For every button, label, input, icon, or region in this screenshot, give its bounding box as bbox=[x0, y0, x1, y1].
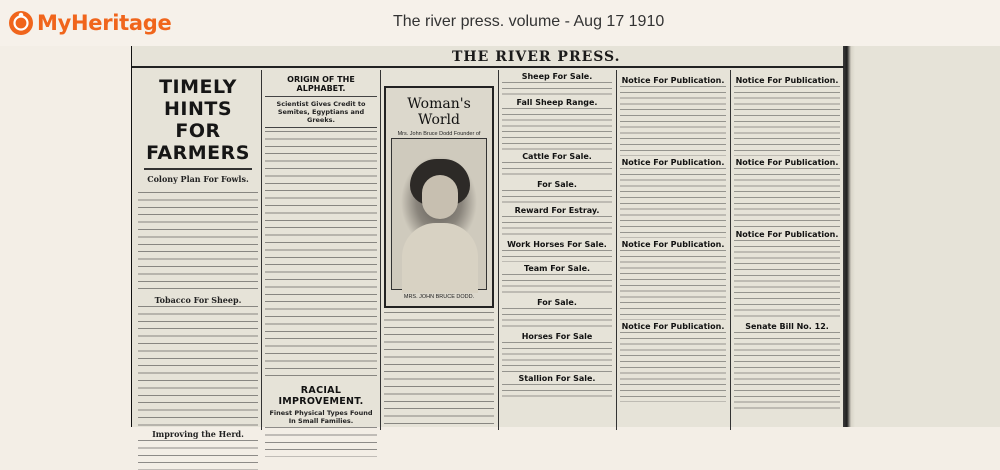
ad-stallion-for-sale: Stallion For Sale. bbox=[518, 374, 596, 383]
subhead-colony-plan: Colony Plan For Fowls. bbox=[147, 174, 249, 184]
photo-caption: MRS. JOHN BRUCE DODD. bbox=[403, 294, 475, 300]
text-lines bbox=[138, 440, 258, 470]
ad-text bbox=[502, 342, 612, 372]
womans-world-byline: Mrs. John Bruce Dodd Founder of bbox=[397, 131, 481, 137]
photo-body bbox=[402, 223, 478, 293]
column-rule bbox=[261, 70, 262, 430]
ad-for-sale-2: For Sale. bbox=[537, 298, 577, 307]
ad-text bbox=[502, 82, 612, 96]
notice-text bbox=[734, 86, 840, 156]
column-timely-hints bbox=[138, 70, 258, 440]
text-lines bbox=[265, 131, 377, 381]
ad-text bbox=[502, 384, 612, 398]
text-lines bbox=[265, 427, 377, 457]
headline-timely-hints: TIMELY HINTS bbox=[159, 76, 237, 120]
ad-fall-sheep-range: Fall Sheep Range. bbox=[516, 98, 598, 107]
notice-publication-1: Notice For Publication. bbox=[621, 76, 725, 85]
notice-publication-7: Notice For Publication. bbox=[735, 230, 839, 239]
headline-rule bbox=[144, 168, 252, 170]
photo-face bbox=[422, 175, 458, 219]
column-classifieds bbox=[502, 70, 612, 430]
ad-text bbox=[502, 190, 612, 204]
subhead-semites: Scientist Gives Credit to Semites, Egyptians and Greeks. bbox=[276, 100, 366, 124]
logo-text: MyHeritage bbox=[37, 11, 172, 35]
notice-text bbox=[734, 168, 840, 228]
top-bar bbox=[0, 0, 1000, 46]
text-lines bbox=[138, 192, 258, 292]
subhead-physical-types: Finest Physical Types Found In Small Families. bbox=[269, 409, 373, 425]
womans-world-title: Woman's World bbox=[407, 96, 471, 128]
womans-world-text bbox=[384, 312, 494, 430]
masthead-title: THE RIVER PRESS. bbox=[452, 49, 621, 65]
headline-racial-improvement: RACIAL IMPROVEMENT. bbox=[278, 385, 364, 407]
womans-world-feature bbox=[384, 86, 494, 308]
ad-horses-for-sale: Horses For Sale bbox=[521, 332, 593, 341]
subhead-improving-herd: Improving the Herd. bbox=[152, 429, 244, 440]
notice-publication-6: Notice For Publication. bbox=[735, 158, 839, 167]
document-title: The river press. volume - Aug 17 1910 bbox=[393, 13, 665, 30]
column-notices-2 bbox=[734, 70, 840, 430]
ad-for-sale: For Sale. bbox=[537, 180, 577, 189]
notice-text bbox=[620, 168, 726, 238]
column-rule bbox=[380, 70, 381, 430]
ad-text bbox=[502, 274, 612, 296]
column-notices-1 bbox=[620, 70, 726, 430]
ad-cattle-for-sale: Cattle For Sale. bbox=[522, 152, 592, 161]
headline-for-farmers: FOR FARMERS bbox=[146, 120, 250, 164]
text-lines bbox=[138, 306, 258, 426]
notice-publication-4: Notice For Publication. bbox=[621, 322, 725, 331]
ad-text bbox=[502, 162, 612, 178]
column-alphabet bbox=[265, 70, 377, 430]
ad-sheep-for-sale: Sheep For Sale. bbox=[521, 72, 593, 81]
notice-publication-5: Notice For Publication. bbox=[735, 76, 839, 85]
column-rule bbox=[616, 70, 617, 430]
ad-reward-estray: Reward For Estray. bbox=[514, 206, 600, 215]
myheritage-logo[interactable] bbox=[8, 9, 171, 37]
ad-text bbox=[502, 250, 612, 262]
portrait-photo bbox=[391, 138, 487, 290]
ad-work-horses: Work Horses For Sale. bbox=[507, 240, 607, 249]
notice-publication-2: Notice For Publication. bbox=[621, 158, 725, 167]
myheritage-logo-icon bbox=[8, 10, 34, 36]
notice-text bbox=[620, 86, 726, 156]
viewer-left-margin bbox=[0, 46, 131, 427]
senate-bill-heading: Senate Bill No. 12. bbox=[745, 322, 829, 331]
headline-origin-alphabet: ORIGIN OF THE ALPHABET. bbox=[287, 75, 355, 93]
notice-publication-3: Notice For Publication. bbox=[621, 240, 725, 249]
column-rule bbox=[730, 70, 731, 430]
article-body bbox=[138, 185, 258, 192]
subhead-rule bbox=[265, 127, 377, 128]
viewer-right-margin bbox=[843, 46, 1000, 427]
headline-rule bbox=[265, 96, 377, 97]
ad-text bbox=[502, 108, 612, 150]
notice-text bbox=[734, 240, 840, 320]
ad-text bbox=[502, 308, 612, 330]
column-rule bbox=[498, 70, 499, 430]
masthead bbox=[132, 46, 844, 68]
newspaper-page-scan[interactable] bbox=[131, 46, 843, 440]
ad-team-for-sale: Team For Sale. bbox=[523, 264, 591, 273]
subhead-tobacco-sheep: Tobacco For Sheep. bbox=[154, 295, 242, 306]
notice-text bbox=[620, 250, 726, 320]
notice-text bbox=[620, 332, 726, 402]
ad-text bbox=[502, 216, 612, 238]
bill-text bbox=[734, 332, 840, 412]
